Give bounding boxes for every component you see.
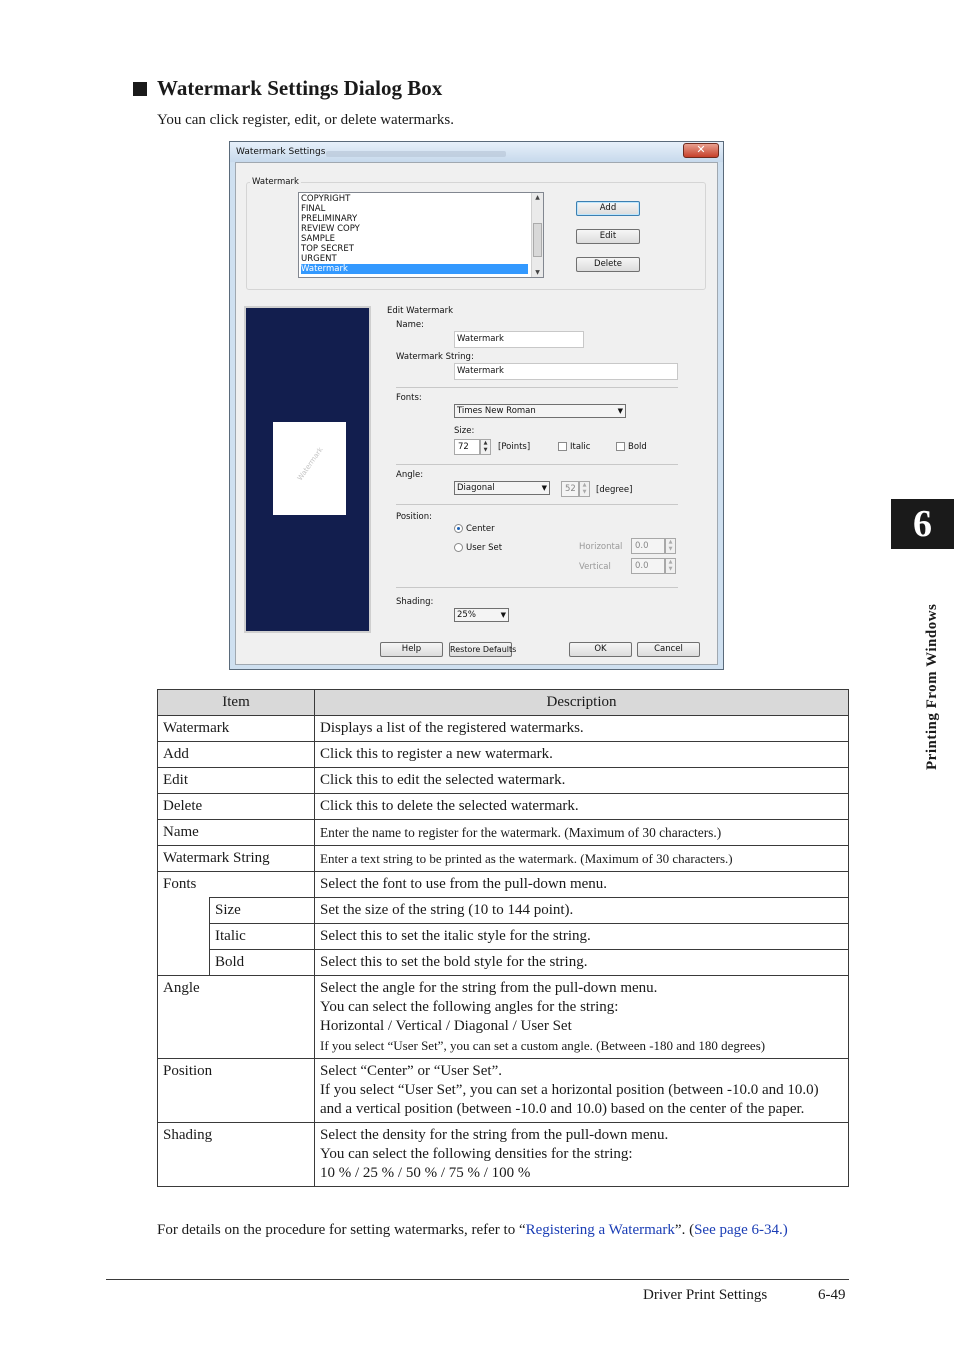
table-row — [158, 1059, 849, 1123]
size-input[interactable]: 72 — [454, 439, 480, 455]
table-row — [158, 872, 849, 898]
scroll-down-icon[interactable]: ▼ — [535, 269, 540, 276]
row-description: Set the size of the string (10 to 144 point). — [315, 898, 849, 924]
row-description: Click this to edit the selected watermark. — [315, 768, 849, 794]
fonts-label: Fonts: — [396, 393, 422, 403]
row-item: Watermark String — [158, 846, 315, 872]
edit-watermark-label: Edit Watermark — [387, 306, 454, 316]
horizontal-label: Horizontal — [579, 542, 623, 552]
chapter-side-title: Printing From Windows — [924, 603, 940, 770]
table-row — [158, 1123, 849, 1187]
row-description: Click this to delete the selected watermark. — [315, 794, 849, 820]
shading-dropdown-value: 25% — [457, 610, 476, 620]
horizontal-stepper[interactable]: ▲ ▼ — [665, 538, 676, 554]
watermark-string-label: Watermark String: — [396, 352, 474, 362]
position-label: Position: — [396, 512, 432, 522]
angle-label: Angle: — [396, 470, 424, 480]
watermark-settings-dialog — [229, 141, 724, 670]
delete-button[interactable]: Delete — [576, 257, 640, 272]
points-label: [Points] — [498, 442, 531, 452]
list-item[interactable]: TOP SECRET — [301, 244, 354, 254]
horizontal-input[interactable]: 0.0 — [631, 538, 665, 554]
shading-desc-line: 10 % / 25 % / 50 % / 75 % / 100 % — [320, 1165, 531, 1181]
center-radio[interactable] — [454, 524, 463, 533]
footnote-middle: ”. ( — [674, 1222, 695, 1238]
angle-desc-line: If you select “User Set”, you can set a custom angle. (Between -180 and 180 degrees) — [320, 1038, 766, 1053]
row-item: Add — [158, 742, 315, 768]
list-item[interactable]: FINAL — [301, 204, 326, 214]
table-row — [158, 768, 849, 794]
fonts-dropdown-value: Times New Roman — [457, 406, 536, 416]
shading-dropdown[interactable] — [454, 608, 509, 622]
row-description — [315, 976, 849, 1059]
row-item: Shading — [158, 1123, 315, 1187]
row-description: Displays a list of the registered watermarks. — [315, 716, 849, 742]
italic-label: Italic — [570, 442, 591, 452]
center-label: Center — [466, 524, 495, 534]
name-label: Name: — [396, 320, 424, 330]
scroll-up-icon[interactable]: ▲ — [535, 194, 540, 201]
row-item: Angle — [158, 976, 315, 1059]
table-row — [158, 976, 849, 1059]
list-item[interactable]: COPYRIGHT — [301, 194, 351, 204]
footnote-prefix: For details on the procedure for setting watermarks, refer to “ — [157, 1222, 526, 1238]
scroll-thumb[interactable] — [533, 223, 542, 257]
position-desc-line: If you select “User Set”, you can set a horizontal position (between -10.0 and 10.0) and a vertical position (between -10.0 and 10.0) based on the center of the paper. — [320, 1082, 819, 1117]
intro-text: You can click register, edit, or delete watermarks. — [157, 112, 454, 128]
vertical-label: Vertical — [579, 562, 611, 572]
shading-label: Shading: — [396, 597, 434, 607]
list-item[interactable]: SAMPLE — [301, 234, 335, 244]
angle-dropdown-value: Diagonal — [457, 483, 495, 493]
footer-section: Driver Print Settings — [643, 1287, 768, 1303]
row-item: Watermark — [158, 716, 315, 742]
see-page-link[interactable]: See page 6-34.) — [694, 1222, 788, 1238]
header-item: Item — [158, 690, 315, 716]
degree-label: [degree] — [596, 485, 633, 495]
chevron-down-icon: ▼ — [500, 611, 506, 619]
bold-label: Bold — [628, 442, 647, 452]
angle-dropdown[interactable] — [454, 481, 550, 495]
size-label: Size: — [454, 426, 475, 436]
size-stepper[interactable]: ▲ ▼ — [480, 439, 491, 455]
row-subitem: Size — [210, 898, 315, 924]
add-button[interactable]: Add — [576, 201, 640, 216]
dialog-titlebar — [230, 142, 723, 162]
close-icon[interactable]: ✕ — [683, 143, 719, 158]
divider — [396, 387, 678, 388]
row-subitem: Bold — [210, 950, 315, 976]
cancel-button[interactable]: Cancel — [637, 642, 700, 657]
angle-degree-input[interactable]: 52 — [561, 481, 579, 497]
row-description: Select this to set the italic style for the string. — [315, 924, 849, 950]
vertical-input[interactable]: 0.0 — [631, 558, 665, 574]
chevron-down-icon: ▼ — [617, 407, 623, 415]
section-heading: Watermark Settings Dialog Box — [157, 76, 443, 100]
restore-defaults-button[interactable]: Restore Defaults — [449, 642, 512, 657]
row-subitem: Italic — [210, 924, 315, 950]
italic-checkbox[interactable] — [558, 442, 567, 451]
row-description: Select the font to use from the pull-down menu. — [315, 872, 849, 898]
table-row — [158, 794, 849, 820]
watermark-string-input[interactable]: Watermark — [454, 363, 678, 380]
titlebar-ghost-tabs — [326, 151, 506, 157]
shading-desc-line: You can select the following densities for the string: — [320, 1146, 633, 1162]
footer-rule — [106, 1279, 849, 1280]
watermark-list[interactable] — [298, 192, 544, 278]
shading-desc-line: Select the density for the string from the pull-down menu. — [320, 1127, 669, 1143]
user-set-radio[interactable] — [454, 543, 463, 552]
row-description: Click this to register a new watermark. — [315, 742, 849, 768]
dialog-body — [235, 162, 718, 665]
footnote — [157, 1220, 849, 1240]
table-row — [158, 846, 849, 872]
table-row — [158, 820, 849, 846]
description-table — [157, 689, 849, 1187]
angle-stepper[interactable]: ▲ ▼ — [579, 481, 590, 497]
ok-button[interactable]: OK — [569, 642, 632, 657]
list-item[interactable]: REVIEW COPY — [301, 224, 360, 234]
watermark-group-label: Watermark — [252, 177, 299, 187]
heading-square-icon — [133, 82, 147, 96]
chapter-tab: 6 — [891, 499, 954, 549]
divider — [396, 587, 678, 588]
row-item: Position — [158, 1059, 315, 1123]
watermark-preview — [244, 306, 371, 633]
list-item-selected[interactable]: Watermark — [301, 264, 528, 274]
row-description: Enter the name to register for the watermark. (Maximum of 30 characters.) — [315, 820, 849, 846]
fonts-dropdown[interactable] — [454, 404, 626, 418]
row-description: Enter a text string to be printed as the watermark. (Maximum of 30 characters.) — [315, 846, 849, 872]
list-item[interactable]: URGENT — [301, 254, 337, 264]
bold-checkbox[interactable] — [616, 442, 625, 451]
table-row — [158, 742, 849, 768]
help-button[interactable]: Help — [380, 642, 443, 657]
row-description — [315, 1059, 849, 1123]
table-header-row — [158, 690, 849, 716]
list-scrollbar[interactable] — [531, 193, 543, 277]
indent-cell — [158, 898, 210, 976]
divider — [396, 504, 678, 505]
table-row — [158, 898, 849, 924]
table-row — [158, 924, 849, 950]
row-item: Name — [158, 820, 315, 846]
row-item: Delete — [158, 794, 315, 820]
angle-desc-line: You can select the following angles for the string: — [320, 999, 619, 1015]
row-item: Edit — [158, 768, 315, 794]
registering-watermark-link[interactable]: Registering a Watermark — [525, 1222, 675, 1238]
preview-paper — [273, 422, 346, 515]
table-row — [158, 716, 849, 742]
list-item[interactable]: PRELIMINARY — [301, 214, 358, 224]
user-set-label: User Set — [466, 543, 503, 553]
footer-page-number: 6-49 — [818, 1287, 846, 1303]
position-desc-line: Select “Center” or “User Set”. — [320, 1063, 502, 1079]
angle-desc-line: Horizontal / Vertical / Diagonal / User Set — [320, 1018, 572, 1034]
table-row — [158, 950, 849, 976]
angle-desc-line: Select the angle for the string from the pull-down menu. — [320, 980, 658, 996]
row-description: Select this to set the bold style for the string. — [315, 950, 849, 976]
dialog-title: Watermark Settings — [236, 147, 326, 157]
header-description: Description — [315, 690, 849, 716]
name-input[interactable]: Watermark — [454, 331, 584, 348]
chevron-down-icon: ▼ — [541, 484, 547, 492]
row-item: Fonts — [158, 872, 315, 898]
edit-button[interactable]: Edit — [576, 229, 640, 244]
vertical-stepper[interactable]: ▲ ▼ — [665, 558, 676, 574]
divider — [396, 464, 678, 465]
preview-watermark-text: Watermark — [295, 445, 325, 483]
row-description — [315, 1123, 849, 1187]
